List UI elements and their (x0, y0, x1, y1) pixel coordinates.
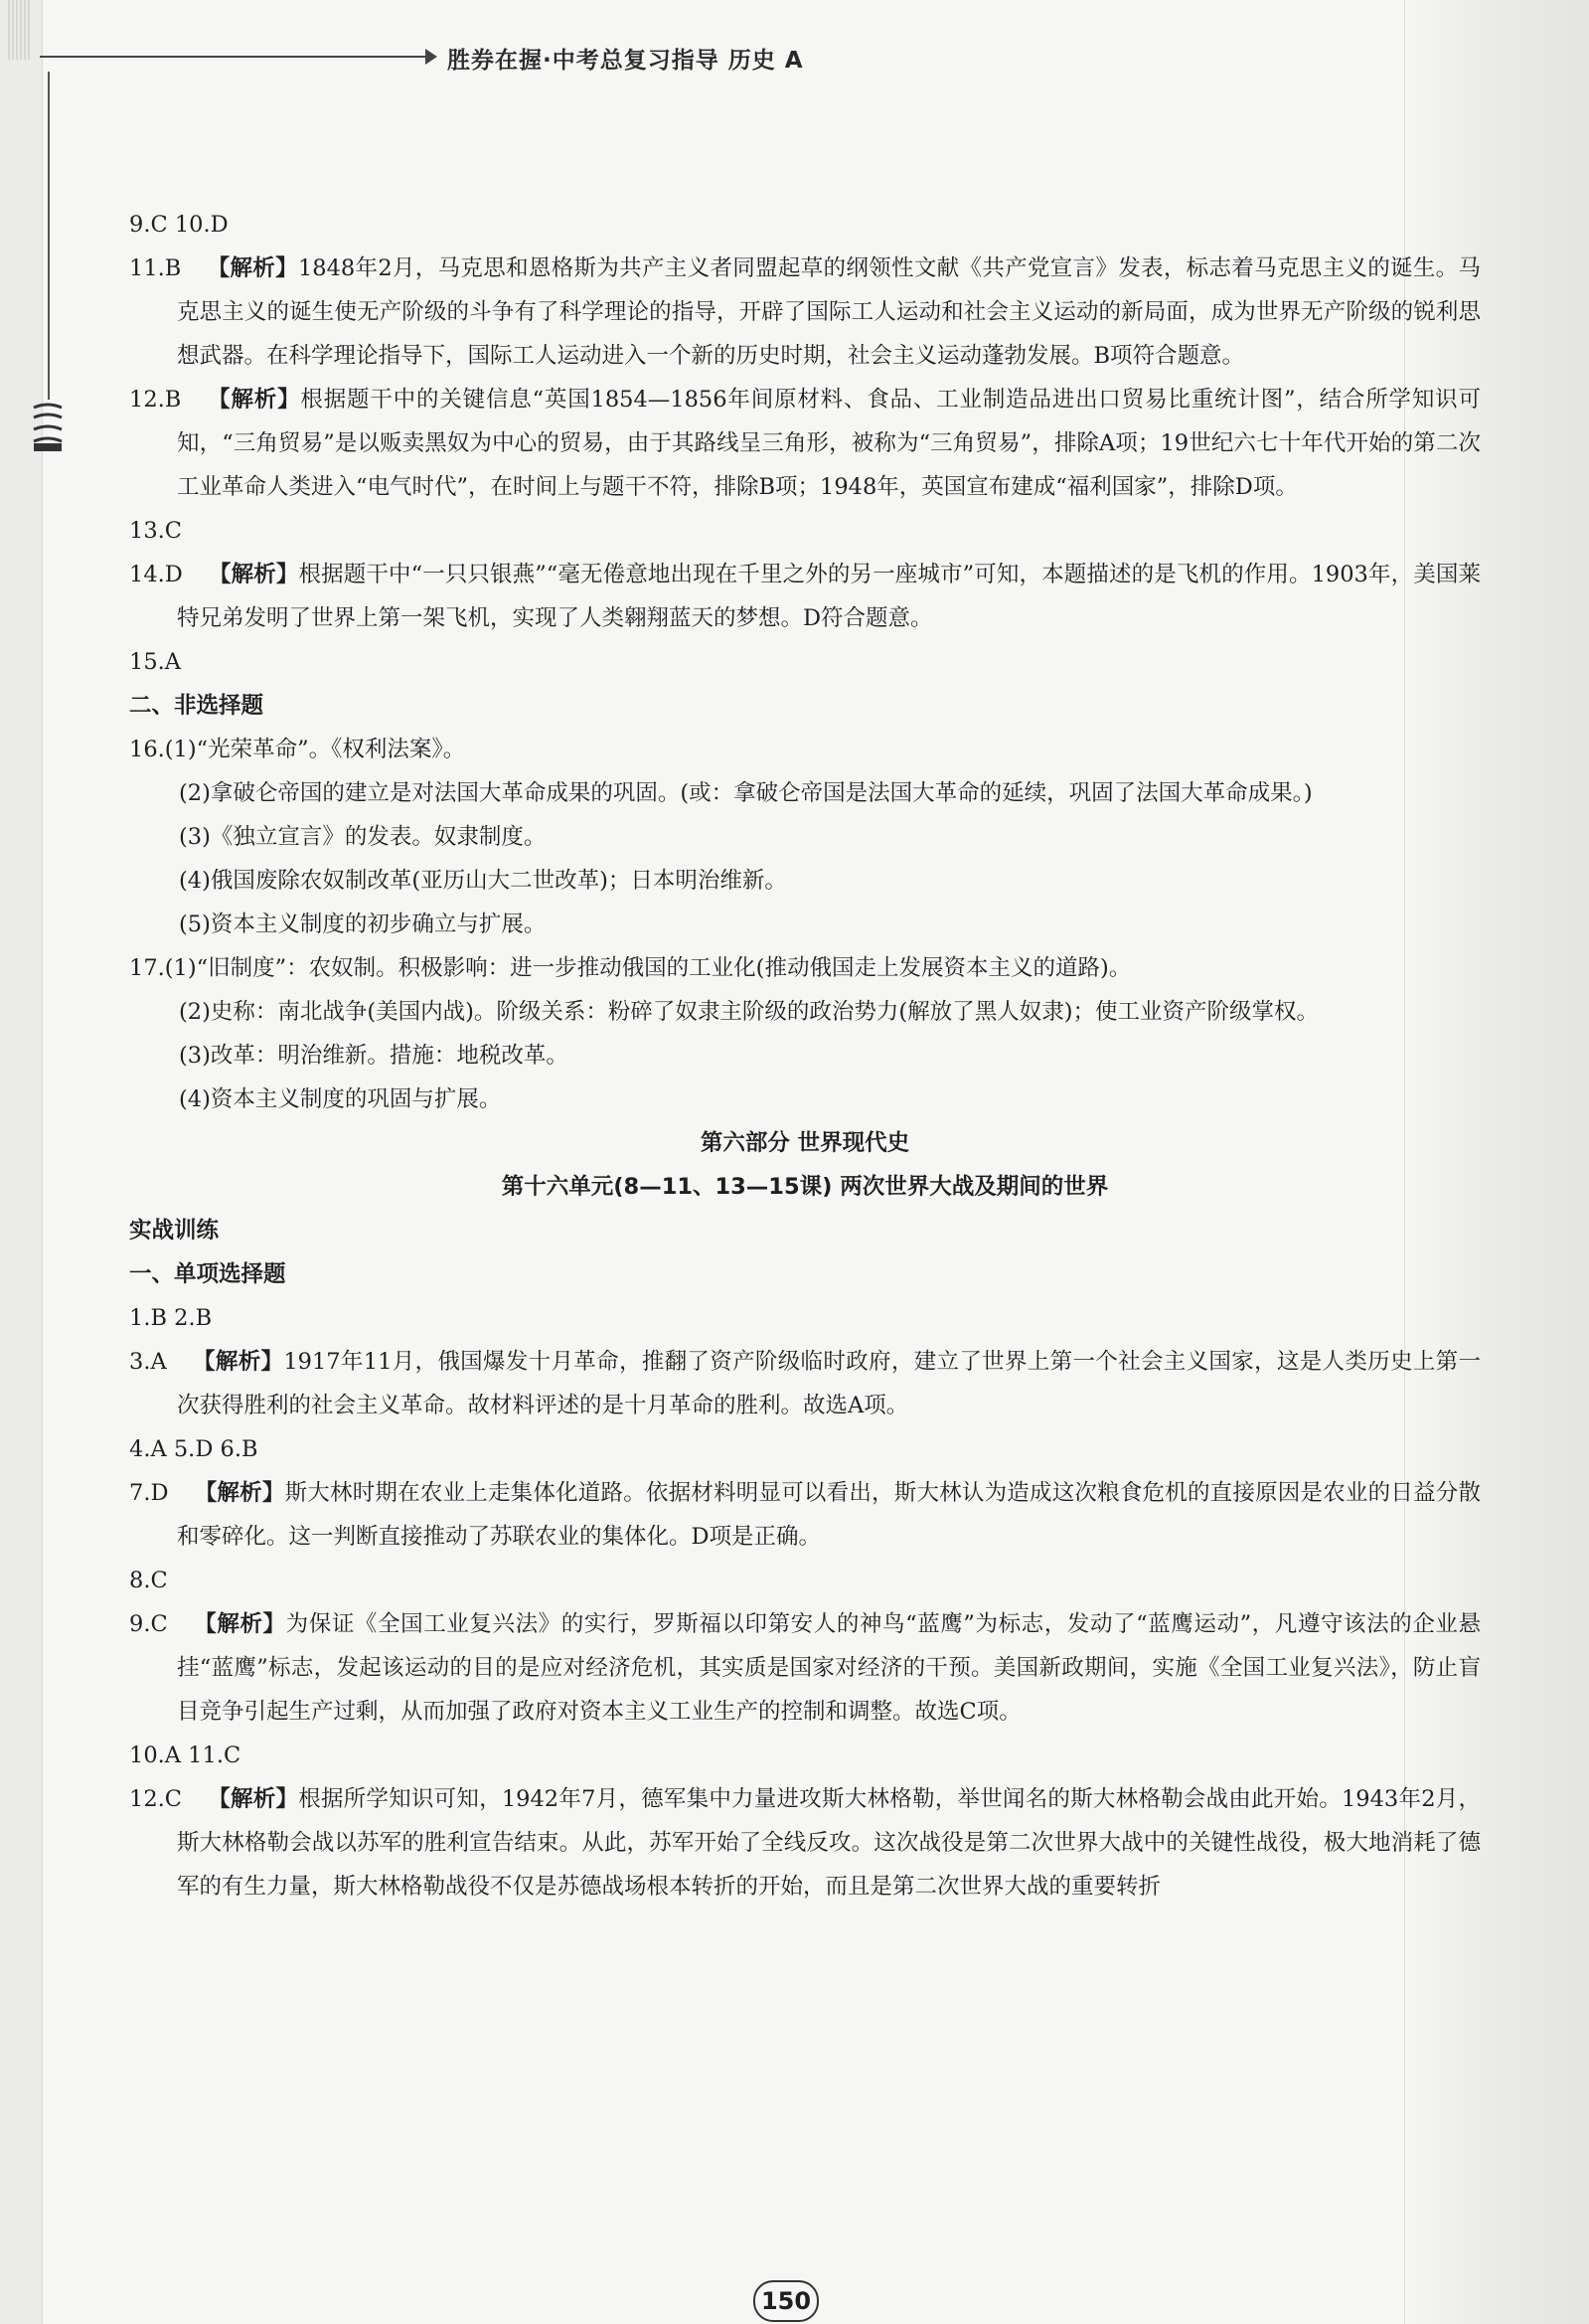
sub-answer: (3)改革：明治维新。措施：地税改革。 (179, 1043, 568, 1069)
analysis-tag: 【解析】 (208, 562, 299, 587)
answer-number: 12.B (129, 387, 182, 413)
answer-item (129, 1602, 1481, 1734)
header-arrow-icon (425, 49, 437, 65)
sub-answer: (2)史称：南北战争(美国内战)。阶级关系：粉碎了奴隶主阶级的政治势力(解放了黑人奴隶)；使工业资产阶级掌权。 (179, 999, 1319, 1025)
analysis-tag: 【解析】 (193, 1611, 286, 1637)
analysis-text: 为保证《全国工业复兴法》的实行，罗斯福以印第安人的神鸟“蓝鹰”为标志，发动了“蓝鹰运动”，凡遵守该法的企业悬挂“蓝鹰”标志，发起该运动的目的是应对经济危机，其实质是国家对经济的干预。美国新政期间，实施《全国工业复兴法》，防止盲目竞争引起生产过剩，从而加强了政府对资本主义工业生产的控制和调整。故选C项。 (177, 1611, 1481, 1725)
answer-line: 8.C (129, 1568, 168, 1593)
sub-answer: (4)俄国废除农奴制改革(亚历山大二世改革)；日本明治维新。 (179, 868, 787, 894)
header-rule (40, 56, 427, 58)
analysis-text: 根据所学知识可知，1942年7月，德军集中力量进攻斯大林格勒，举世闻名的斯大林格勒会战由此开始。1943年2月，斯大林格勒会战以苏军的胜利宣告结束。从此，苏军开始了全线反攻。这次战役是第二次世界大战中的关键性战役，极大地消耗了德军的有生力量，斯大林格勒战役不仅是苏德战场根本转折的开始，而且是第二次世界大战的重要转折 (177, 1786, 1481, 1900)
analysis-tag: 【解析】 (207, 387, 301, 413)
header-title: 胜券在握·中考总复习指导 历史 A (447, 48, 804, 74)
spine-stripe (8, 0, 32, 60)
page-header (40, 42, 1411, 72)
analysis-text: 斯大林时期在农业上走集体化道路。依据材料明显可以看出，斯大林认为造成这次粮食危机的直接原因是农业的日益分散和零碎化。这一判断直接推动了苏联农业的集体化。D项是正确。 (177, 1480, 1481, 1550)
answer-line: 1.B 2.B (129, 1305, 213, 1331)
answer-line: 16.(1)“光荣革命”。《权利法案》。 (129, 737, 466, 762)
analysis-tag: 【解析】 (208, 1786, 299, 1812)
answer-line: 17.(1)“旧制度”：农奴制。积极影响：进一步推动俄国的工业化(推动俄国走上发展资本主义的道路)。 (129, 955, 1132, 981)
section-heading: 实战训练 (129, 1218, 220, 1244)
section-heading: 二、非选择题 (129, 693, 264, 719)
answer-line: 9.C 10.D (129, 212, 229, 238)
answer-item (129, 553, 1481, 640)
analysis-text: 1848年2月，马克思和恩格斯为共产主义者同盟起草的纲领性文献《共产党宣言》发表，标志着马克思主义的诞生。马克思主义的诞生使无产阶级的斗争有了科学理论的指导，开辟了国际工人运动和社会主义运动的新局面，成为世界无产阶级的锐利思想武器。在科学理论指导下，国际工人运动进入一个新的历史时期，社会主义运动蓬勃发展。B项符合题意。 (177, 255, 1481, 369)
answer-item (129, 378, 1481, 509)
binding-spine (0, 0, 43, 2324)
section-heading: 一、单项选择题 (129, 1261, 286, 1287)
answer-line: 10.A 11.C (129, 1743, 241, 1768)
answer-number: 14.D (129, 562, 183, 587)
answer-item (129, 1471, 1481, 1559)
sub-answer: (5)资本主义制度的初步确立与扩展。 (179, 912, 547, 937)
analysis-text: 根据题干中“一只只银燕”“毫无倦意地出现在千里之外的另一座城市”可知，本题描述的是飞机的作用。1903年，美国莱特兄弟发明了世界上第一架飞机，实现了人类翱翔蓝天的梦想。D符合题意。 (177, 562, 1481, 631)
page-number: 150 (753, 2280, 819, 2322)
analysis-tag: 【解析】 (194, 1480, 285, 1506)
answer-item (129, 1777, 1481, 1909)
analysis-text: 根据题干中的关键信息“英国1854—1856年间原材料、食品、工业制造品进出口贸易比重统计图”，结合所学知识可知，“三角贸易”是以贩卖黑奴为中心的贸易，由于其路线呈三角形，被称为“三角贸易”，排除A项；19世纪六七十年代开始的第二次工业革命人类进入“电气时代”，在时间上与题干不符，排除B项；1948年，英国宣布建成“福利国家”，排除D项。 (177, 387, 1481, 500)
sub-answer: (2)拿破仑帝国的建立是对法国大革命成果的巩固。(或：拿破仑帝国是法国大革命的延续，巩固了法国大革命成果。) (179, 780, 1313, 806)
answer-number: 9.C (129, 1611, 168, 1637)
margin-rule (48, 72, 50, 400)
answer-number: 7.D (129, 1480, 169, 1506)
answer-item (129, 247, 1481, 378)
analysis-tag: 【解析】 (207, 255, 298, 281)
answer-number: 12.C (129, 1786, 182, 1812)
analysis-tag: 【解析】 (192, 1349, 284, 1375)
answer-content (129, 203, 1481, 1909)
books-icon (28, 400, 68, 455)
analysis-text: 1917年11月，俄国爆发十月革命，推翻了资产阶级临时政府，建立了世界上第一个社会主义国家，这是人类历史上第一次获得胜利的社会主义革命。故材料评述的是十月革命的胜利。故选A项。 (177, 1349, 1481, 1418)
unit-title: 第十六单元(8—11、13—15课) 两次世界大战及期间的世界 (501, 1174, 1109, 1200)
sub-answer: (4)资本主义制度的巩固与扩展。 (179, 1086, 502, 1112)
answer-number: 11.B (129, 255, 182, 281)
unit-title: 第六部分 世界现代史 (700, 1130, 910, 1156)
answer-line: 15.A (129, 649, 182, 675)
sub-answer: (3)《独立宣言》的发表。奴隶制度。 (179, 824, 547, 850)
answer-item (129, 1340, 1481, 1427)
answer-number: 3.A (129, 1349, 167, 1375)
answer-line: 13.C (129, 518, 182, 544)
answer-line: 4.A 5.D 6.B (129, 1436, 258, 1462)
